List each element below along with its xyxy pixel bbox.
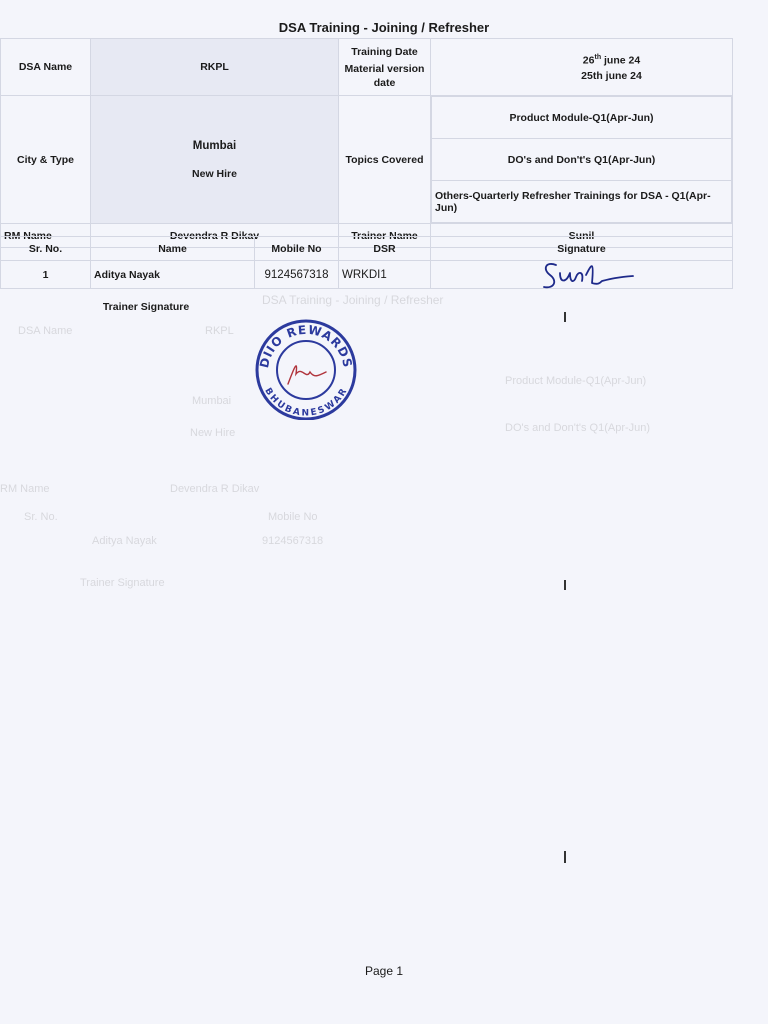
company-seal-stamp (252, 318, 360, 420)
dsa-name-row (1, 39, 733, 96)
city-type-value (91, 96, 339, 224)
date-values-cell (431, 39, 733, 96)
date-labels-cell (339, 39, 431, 96)
training-form-table (0, 38, 733, 248)
trainer-name-label: Trainer Name (339, 224, 431, 248)
row-name: Aditya Nayak (91, 261, 255, 289)
col-header-signature: Signature (431, 237, 733, 261)
topics-list (431, 96, 733, 224)
row-mobile: 9124567318 (255, 261, 339, 289)
trainer-name-value: Sunil (431, 224, 733, 248)
city-type-label: City & Type (1, 96, 91, 224)
material-version-label: Material version date (344, 62, 425, 89)
col-header-dsr: DSR (339, 237, 431, 261)
topics-label: Topics Covered (339, 96, 431, 224)
col-header-mobile: Mobile No (255, 237, 339, 261)
col-header-sr-no: Sr. No. (1, 237, 91, 261)
type-value: New Hire (192, 167, 237, 180)
row-dsr: WRKDI1 (339, 261, 431, 289)
trainer-signature-label: Trainer Signature (102, 300, 190, 313)
page-number: Page 1 (364, 964, 404, 978)
dsa-name-label: DSA Name (1, 39, 91, 96)
training-date-label: Training Date (351, 45, 418, 58)
row-sr-no: 1 (1, 261, 91, 289)
col-header-name: Name (91, 237, 255, 261)
rm-name-value: Devendra R Dikav (91, 224, 339, 248)
topic-item: DO's and Don't's Q1(Apr-Jun) (432, 139, 732, 181)
topic-item: Others-Quarterly Refresher Trainings for DSA - Q1(Apr-Jun) (432, 181, 732, 223)
training-date-value: 26th june 24 (582, 54, 641, 67)
rm-name-label: RM Name (1, 224, 91, 248)
scan-mark (564, 580, 566, 590)
topic-item: Product Module-Q1(Apr-Jun) (432, 97, 732, 139)
city-topics-row (1, 96, 733, 224)
city-value: Mumbai (192, 139, 237, 152)
svg-text:DIIO REWARDS: DIIO REWARDS (257, 322, 355, 370)
attendee-signature (540, 255, 640, 297)
scan-mark (564, 312, 566, 322)
bleed-through-ghost: DSA Training - Joining / Refresher DSA Name RKPL Mumbai New Hire Product Module-Q1(Apr-Jun) DO's and Don't's Q1(Apr-Jun) RM Name Devendra R Dikav Sr. No. Mobile No Aditya Nayak 9124567318 Trainer Signature (0, 293, 651, 589)
scan-mark (564, 851, 566, 863)
dsa-name-value: RKPL (91, 39, 339, 96)
svg-text:BHUBANESWAR: BHUBANESWAR (262, 386, 350, 419)
material-version-value: 25th june 24 (581, 70, 642, 82)
document-title: DSA Training - Joining / Refresher (278, 20, 490, 35)
